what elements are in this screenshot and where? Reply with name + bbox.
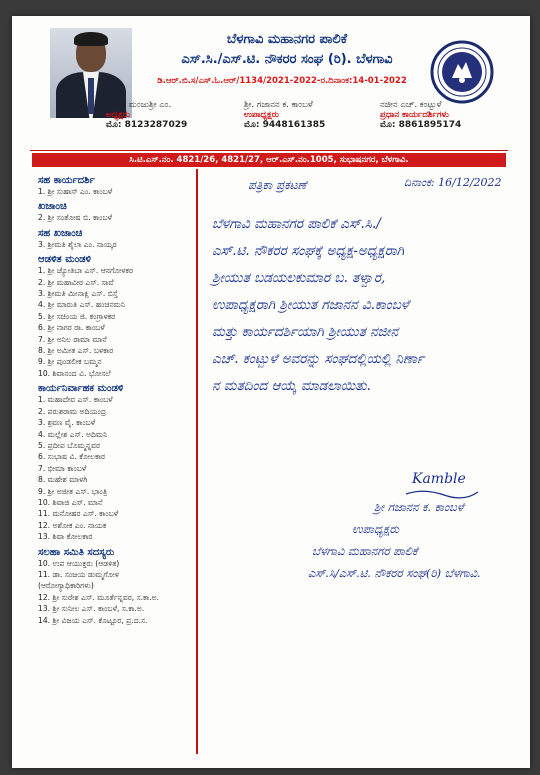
letter-page (12, 16, 530, 768)
sidebar-member: 4. ಮಲ್ಲೇಶ ಎಸ್. ಅದಿಮನಿ (38, 429, 108, 439)
sidebar-member: 1. ಶ್ರೀ ಸುಹಾಸ್ ಎಂ. ಕಾಂಬಳೆ (38, 187, 113, 196)
sidebar-member: 2. ಪರುಶರಾಮ ಅದಿಯಂದ್ರ (38, 406, 107, 416)
closing-line: ಉಪಾಧ್ಯಕ್ಷರು (352, 522, 400, 536)
sidebar-member: 9. ಶ್ರೀ ಅಜೀತ ಎಸ್. ಭಾಂತ್ರಿ (38, 486, 108, 496)
office-bearer-1: ಶ್ರೀಮತಿ ಮಂಜುಶ್ರೀ ಎಂ. ಅಧ್ಯಕ್ಷರು ಮೊ: 8123287029 (106, 100, 188, 130)
sidebar-member: (ಆರೋಗ್ಯಾಧಿಕಾರಿಗಳು) (38, 581, 94, 591)
org-name: ಬೆಳಗಾವಿ ಮಹಾನಗರ ಪಾಲಿಕೆ (226, 32, 348, 47)
letter-line: ಎಸ್.ಟಿ. ನೌಕರರ ಸಂಘಕ್ಕೆ ಅಧ್ಯಕ್ಷ-ಅಧ್ಯಕ್ಷರಾಗಿ (212, 243, 404, 259)
committee-sidebar (38, 171, 194, 626)
sidebar-member: 11. ಡಾ. ಸಂಜಯ ಡುಮ್ಮಗೋಳ (38, 569, 119, 579)
sidebar-member: 6. ಶ್ರೀ ನಾಗರ ರಾ. ಕಾಂಬಳೆ (38, 323, 105, 333)
sidebar-heading: ಸಹ ಕಾರ್ಯದರ್ಶಿ (38, 175, 95, 186)
office-bearer-2: ಶ್ರೀ. ಗಜಾನನ ಕ. ಕಾಂಬಳೆ ಉಪಾಧ್ಯಕ್ಷರು ಮೊ: 9448161385 (244, 100, 326, 130)
sidebar-member: 14. ಶ್ರೀ ವಿಜಯ ಎಸ್. ಕೊಟ್ಟೂರ, ಪ್ರ.ದ.ಸ. (38, 615, 148, 625)
sidebar-member: 10. ಉಪ ಆಯುಕ್ತರು (ಆಡಳಿತ) (38, 558, 120, 568)
sidebar-member: 3. ಶ್ರೀಮತಿ ಮೀನಾಕ್ಷಿ ಎಸ್. ಬಿಸ್ತೆ (38, 289, 118, 299)
sidebar-member: 8. ಶ್ರೀ ಅಮೀತ ಎಸ್. ಬಳಕಾರ (38, 346, 114, 356)
sidebar-member: 1. ಮಹಾದೇವ ಎಸ್. ಕಾಂಬಳೆ (38, 395, 113, 405)
column-divider (196, 169, 198, 754)
association-seal-icon (430, 40, 494, 104)
association-name: ಎಸ್.ಸಿ./ಎಸ್.ಟಿ. ನೌಕರರ ಸಂಘ (ರಿ). ಬೆಳಗಾವಿ (181, 52, 393, 67)
letter-line: ಉಪಾಧ್ಯಕ್ಷರಾಗಿ ಶ್ರೀಯುತ ಗಜಾನನ ವಿ.ಕಾಂಬಳೆ (212, 297, 409, 313)
sidebar-member: 11. ಮನೋಹರ ಎಸ್. ಕಾಂಬಳೆ (38, 509, 119, 519)
sidebar-member: 7. ಶ್ರೀ ಅನಿಲ ರಾಮಾ ಮಾನೆ (38, 334, 107, 344)
sidebar-member: 4. ಶ್ರೀ ಮಾರುತಿ ಎಸ್. ಹಂಚಿನಮನಿ (38, 300, 126, 310)
sidebar-member: 12. ಶ್ರೀ ಸುರೇಶ ಎಸ್. ಮೂರ್ತೆನ್ನವರ, ಸ.ಕಾ.ಅ. (38, 592, 159, 602)
sidebar-member: 12. ಅಶೋಕ ಎಂ. ನಾಯಕ (38, 520, 107, 530)
sidebar-heading: ಆಡಳಿತ ಮಂಡಳಿ (38, 254, 91, 266)
sidebar-heading: ಸಲಹಾ ಸಮಿತಿ ಸದಸ್ಯರು (38, 546, 115, 558)
sidebar-member: 13. ಶಿವಾ ಕೋಲಕಾರ (38, 532, 93, 542)
sidebar-member: 10. ಶಿವಾಜಿ ಎಸ್. ಮಾನೆ (38, 497, 103, 507)
header-divider (30, 150, 508, 151)
registration-number: ಡಿ.ಆರ್.ಬಿ.ಸ/ಎಸ್.ಓ.ಆರ್/1134/2021-2022-ರ.ದಿನಾಂಕ:14-01-2022 (157, 76, 407, 86)
letter-date: ದಿನಾಂಕ: 16/12/2022 (404, 176, 502, 189)
sidebar-member: 1. ಶ್ರೀ ಜ್ಯೋತಿಬಾ ಎಸ್. ಆನಗೋಳಕರ (38, 266, 133, 276)
handwritten-signature: Kamble (412, 471, 466, 487)
sidebar-member: 5. ಪ್ರದೀಪ ಬೊಮ್ಮನ್ನವರ (38, 440, 100, 450)
sidebar-member: 5. ಶ್ರೀ ಸಚಿಂಯ ಜಿ. ಕಂಗ್ರಾಳಕರ (38, 311, 116, 321)
signature-underline (404, 486, 480, 500)
sidebar-member: 2. ಶ್ರೀ ಮಹಾವೀರ ಎಸ್. ಸಾವೆ (38, 277, 114, 287)
letter-line: ಶ್ರೀಯುತ ಬಡಯಲಕುಮಾರ ಬ. ತಳ್ವಾರ, (212, 270, 386, 286)
sidebar-member: 8. ಮಹೇಶ ಮಾಳಗಿ (38, 475, 88, 485)
sidebar-member: 3. ಶ್ರೀಮತಿ ಶೈಲಾ ಎಂ. ನಾಯ್ಕರ (38, 239, 117, 249)
sidebar-heading: ಖಜಾಂಚಿ (38, 201, 67, 213)
sidebar-heading: ಸಹ ಖಜಾಂಚಿ (38, 227, 83, 239)
office-bearer-3: ನಜೀನ ಎಚ್. ಕಂಟ್ಬುಳೆ ಪ್ರಧಾನ ಕಾರ್ಯದರ್ಶಿಗಳು ಮೊ: 8861895174 (380, 100, 462, 130)
closing-line: ಶ್ರೀ ಗಜಾನನ ಕ. ಕಾಂಬಳೆ (374, 500, 464, 514)
closing-line: ಬೆಳಗಾವಿ ಮಹಾನಗರ ಪಾಲಿಕೆ (312, 544, 418, 558)
sidebar-member: 9. ಶ್ರೀ ಪುಂಡಲೀಕ ಬಮ್ಮನ (38, 357, 102, 367)
letter-line: ಬೆಳಗಾವಿ ಮಹಾನಗರ ಪಾಲಿಕೆ ಎಸ್.ಸಿ./ (212, 216, 381, 232)
sidebar-member: 13. ಶ್ರೀ ಸುನೀಲ ಎಸ್. ಕಾಂಬಳೆ, ಸ.ಕಾ.ಅ. (38, 604, 145, 614)
sidebar-member: 7. ಭೀಮಾ ಕಾಂಬಳೆ (38, 463, 87, 473)
sidebar-heading: ಕಾರ್ಯನಿರ್ವಾಹಕ ಮಂಡಳಿ (38, 383, 124, 395)
sidebar-member: 2. ಶ್ರೀ ಸಂತೋಷ ಬಿ. ಕಾಂಬಳೆ (38, 213, 113, 223)
sidebar-member: 6. ಸುಭಾಷ ವಿ. ಕೋಲಕಾರ (38, 452, 106, 462)
letter-line: ಮತ್ತು ಕಾರ್ಯದರ್ಶಿಯಾಗಿ ಶ್ರೀಯುತ ನಜೀನ (212, 324, 399, 340)
sidebar-member: 3. ಶ್ರವಣ ವೈ. ಕಾಂಬಳೆ (38, 418, 96, 428)
address-bar: ಸಿ.ಟಿ.ಎಸ್.ನಂ. 4821/26, 4821/27, ಆರ್.ಎಸ್.ನಂ.1005, ಸುಭಾಷನಗರ, ಬೆಳಗಾವಿ. (32, 153, 506, 167)
letter-line: ಎಚ್. ಕಂಟ್ಬುಳೆ ಅವರನ್ನು ಸಂಘದಲ್ಲಿಯಲ್ಲಿ ನಿರ್ಣಾ (212, 351, 425, 367)
letter-label: ಪತ್ರಿಕಾ ಪ್ರಕಟಣೆ (248, 178, 307, 192)
closing-line: ಎಸ್.ಸಿ/ಎಸ್.ಟಿ. ನೌಕರರ ಸಂಘ(ರಿ) ಬೆಳಗಾವಿ. (308, 566, 481, 580)
sidebar-member: 10. ಶಿವಾನಂದ ವಿ. ಭೋಸಲೆ (38, 368, 111, 378)
letter-line: ನ ಮತದಿಂದ ಆಯ್ಕೆ ಮಾಡಲಾಯಿತು. (212, 378, 371, 394)
